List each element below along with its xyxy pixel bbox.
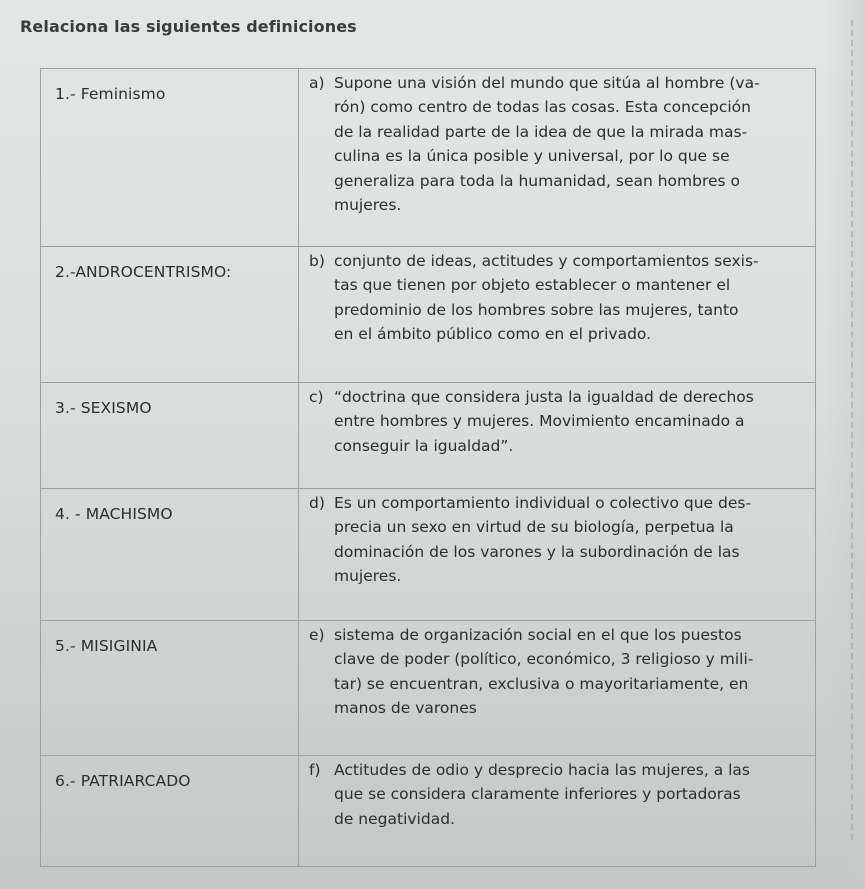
definition-line: precia un sexo en virtud de su biología, perpetua la (334, 518, 734, 537)
definition-text (334, 758, 807, 831)
definition-line: Actitudes de odio y desprecio hacia las mujeres, a las (334, 761, 751, 779)
term-label: 3.- SEXISMO (55, 399, 152, 417)
definition-line: conjunto de ideas, actitudes y comportamientos sexis- (334, 252, 759, 270)
definition-cell (299, 247, 816, 383)
term-label: 5.- MISIGINIA (55, 637, 158, 655)
table-row (41, 756, 816, 867)
definition-line: conseguir la igualdad”. (334, 436, 514, 455)
definition-text (334, 623, 807, 721)
term-label: 2.-ANDROCENTRISMO: (55, 263, 232, 281)
definition-line: predominio de los hombres sobre las mujeres, tanto (334, 300, 739, 319)
definition-text (334, 385, 807, 458)
definition-letter: d) (309, 494, 325, 512)
definition-cell (299, 383, 816, 489)
worksheet-title: Relaciona las siguientes definiciones (20, 17, 357, 36)
term-cell (41, 489, 299, 621)
definition-text (334, 249, 807, 347)
definition-letter: e) (309, 626, 325, 644)
definition-line: generaliza para toda la humanidad, sean hombres o (334, 171, 741, 190)
definition-line: clave de poder (político, económico, 3 religioso y mili- (334, 650, 754, 669)
definition-line: “doctrina que considera justa la igualdad de derechos (334, 388, 754, 406)
definition-line: dominación de los varones y la subordinación de las (334, 542, 740, 561)
definition-cell (299, 489, 816, 621)
table-row (41, 489, 816, 621)
table-row (41, 247, 816, 383)
definition-line: mujeres. (334, 567, 402, 586)
definition-line: entre hombres y mujeres. Movimiento encaminado a (334, 412, 745, 431)
term-cell (41, 247, 299, 383)
table-row (41, 621, 816, 756)
definition-line: rón) como centro de todas las cosas. Esta concepción (334, 98, 751, 117)
definition-letter: a) (309, 74, 325, 92)
definition-text (334, 491, 807, 589)
definition-line: manos de varones (334, 699, 477, 718)
definition-line: Supone una visión del mundo que sitúa al hombre (va- (334, 74, 760, 92)
term-cell (41, 756, 299, 867)
definition-line: de la realidad parte de la idea de que la mirada mas- (334, 122, 748, 141)
definition-line: en el ámbito público como en el privado. (334, 325, 652, 344)
definition-cell (299, 621, 816, 756)
term-cell (41, 69, 299, 247)
table-row (41, 69, 816, 247)
page-shadow (825, 0, 865, 889)
definition-letter: c) (309, 388, 324, 406)
term-label: 1.- Feminismo (55, 85, 166, 103)
definition-letter: b) (309, 252, 325, 270)
table-row (41, 383, 816, 489)
definition-text (334, 71, 807, 217)
definition-line: tas que tienen por objeto establecer o mantener el (334, 276, 731, 295)
term-label: 4. - MACHISMO (55, 505, 173, 523)
definition-line: de negatividad. (334, 809, 455, 828)
definitions-table (40, 68, 816, 867)
definition-line: mujeres. (334, 196, 402, 215)
definition-line: sistema de organización social en el que los puestos (334, 626, 742, 644)
term-label: 6.- PATRIARCADO (55, 772, 191, 790)
definition-line: tar) se encuentran, exclusiva o mayoritariamente, en (334, 674, 749, 693)
definition-letter: f) (309, 761, 321, 779)
definition-line: Es un comportamiento individual o colectivo que des- (334, 494, 752, 512)
page-edge-line (851, 20, 853, 840)
term-cell (41, 621, 299, 756)
definition-cell (299, 756, 816, 867)
definition-line: culina es la única posible y universal, por lo que se (334, 147, 730, 166)
term-cell (41, 383, 299, 489)
definition-line: que se considera claramente inferiores y portadoras (334, 785, 741, 804)
definition-cell (299, 69, 816, 247)
